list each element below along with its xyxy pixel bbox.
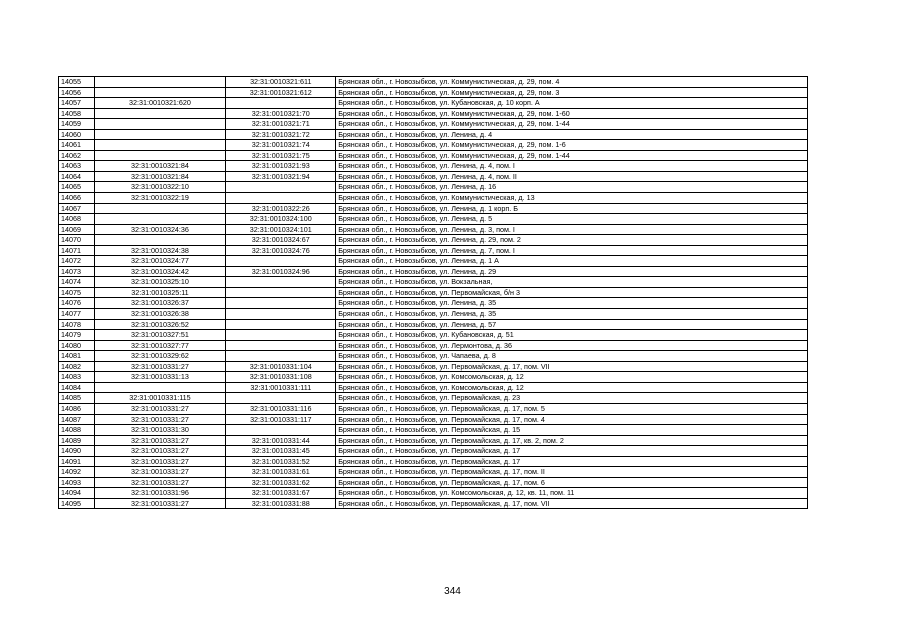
table-row — [59, 414, 808, 425]
table-row — [59, 498, 808, 509]
table-row — [59, 266, 808, 277]
address-cell: Брянская обл., г. Новозыбков, ул. Первомайская, д. 17 — [336, 446, 808, 457]
cadastral-number-cell — [94, 140, 226, 151]
registry-table-body — [59, 77, 808, 509]
table-row — [59, 382, 808, 393]
table-row — [59, 298, 808, 309]
table-row — [59, 161, 808, 172]
cadastral-number-cell: 32:31:0010331:30 — [94, 425, 226, 436]
object-cadastral-number-cell: 32:31:0010324:76 — [226, 245, 336, 256]
address-cell: Брянская обл., г. Новозыбков, ул. Ленина, д. 3, пом. I — [336, 224, 808, 235]
cadastral-number-cell: 32:31:0010331:27 — [94, 403, 226, 414]
object-cadastral-number-cell: 32:31:0010331:104 — [226, 361, 336, 372]
table-row — [59, 477, 808, 488]
table-row — [59, 119, 808, 130]
cadastral-number-cell: 32:31:0010331:13 — [94, 372, 226, 383]
object-cadastral-number-cell: 32:31:0010324:67 — [226, 235, 336, 246]
row-number-cell: 14088 — [59, 425, 95, 436]
table-row — [59, 235, 808, 246]
row-number-cell: 14066 — [59, 193, 95, 204]
cadastral-number-cell: 32:31:0010321:620 — [94, 98, 226, 109]
row-number-cell: 14059 — [59, 119, 95, 130]
row-number-cell: 14071 — [59, 245, 95, 256]
cadastral-number-cell: 32:31:0010321:84 — [94, 161, 226, 172]
row-number-cell: 14057 — [59, 98, 95, 109]
cadastral-number-cell: 32:31:0010331:27 — [94, 435, 226, 446]
table-row — [59, 224, 808, 235]
row-number-cell: 14091 — [59, 456, 95, 467]
cadastral-number-cell: 32:31:0010327:51 — [94, 330, 226, 341]
row-number-cell: 14055 — [59, 77, 95, 88]
address-cell: Брянская обл., г. Новозыбков, ул. Коммунистическая, д. 29, пом. 1-60 — [336, 108, 808, 119]
page-number: 344 — [444, 586, 461, 597]
address-cell: Брянская обл., г. Новозыбков, ул. Первомайская, д. 15 — [336, 425, 808, 436]
row-number-cell: 14070 — [59, 235, 95, 246]
address-cell: Брянская обл., г. Новозыбков, ул. Первомайская, д. 17, пом. VII — [336, 498, 808, 509]
object-cadastral-number-cell — [226, 425, 336, 436]
cadastral-number-cell: 32:31:0010326:52 — [94, 319, 226, 330]
row-number-cell: 14062 — [59, 150, 95, 161]
table-row — [59, 203, 808, 214]
row-number-cell: 14075 — [59, 287, 95, 298]
object-cadastral-number-cell — [226, 287, 336, 298]
row-number-cell: 14061 — [59, 140, 95, 151]
address-cell: Брянская обл., г. Новозыбков, ул. Ленина, д. 57 — [336, 319, 808, 330]
row-number-cell: 14069 — [59, 224, 95, 235]
cadastral-number-cell — [94, 77, 226, 88]
address-cell: Брянская обл., г. Новозыбков, ул. Первомайская, д. 17, пом. VII — [336, 361, 808, 372]
object-cadastral-number-cell: 32:31:0010331:61 — [226, 467, 336, 478]
table-row — [59, 456, 808, 467]
object-cadastral-number-cell — [226, 393, 336, 404]
row-number-cell: 14073 — [59, 266, 95, 277]
row-number-cell: 14089 — [59, 435, 95, 446]
address-cell: Брянская обл., г. Новозыбков, ул. Ленина, д. 35 — [336, 298, 808, 309]
object-cadastral-number-cell: 32:31:0010324:100 — [226, 214, 336, 225]
table-row — [59, 171, 808, 182]
row-number-cell: 14083 — [59, 372, 95, 383]
row-number-cell: 14060 — [59, 129, 95, 140]
address-cell: Брянская обл., г. Новозыбков, ул. Ленина, д. 1 корп. Б — [336, 203, 808, 214]
cadastral-number-cell: 32:31:0010324:77 — [94, 256, 226, 267]
cadastral-number-cell — [94, 150, 226, 161]
object-cadastral-number-cell: 32:31:0010321:72 — [226, 129, 336, 140]
object-cadastral-number-cell: 32:31:0010321:612 — [226, 87, 336, 98]
object-cadastral-number-cell — [226, 298, 336, 309]
table-row — [59, 425, 808, 436]
registry-table — [58, 76, 808, 509]
object-cadastral-number-cell: 32:31:0010321:74 — [226, 140, 336, 151]
address-cell: Брянская обл., г. Новозыбков, ул. Ленина, д. 4 — [336, 129, 808, 140]
object-cadastral-number-cell: 32:31:0010321:75 — [226, 150, 336, 161]
address-cell: Брянская обл., г. Новозыбков, ул. Коммунистическая, д. 29, пом. 1-44 — [336, 150, 808, 161]
table-row — [59, 87, 808, 98]
cadastral-number-cell — [94, 87, 226, 98]
cadastral-number-cell: 32:31:0010325:11 — [94, 287, 226, 298]
row-number-cell: 14065 — [59, 182, 95, 193]
object-cadastral-number-cell — [226, 330, 336, 341]
cadastral-number-cell: 32:31:0010331:27 — [94, 446, 226, 457]
object-cadastral-number-cell: 32:31:0010331:111 — [226, 382, 336, 393]
object-cadastral-number-cell: 32:31:0010331:44 — [226, 435, 336, 446]
object-cadastral-number-cell: 32:31:0010331:108 — [226, 372, 336, 383]
object-cadastral-number-cell: 32:31:0010331:45 — [226, 446, 336, 457]
address-cell: Брянская обл., г. Новозыбков, ул. Первомайская, д. 17, пом. II — [336, 467, 808, 478]
object-cadastral-number-cell: 32:31:0010331:52 — [226, 456, 336, 467]
table-row — [59, 372, 808, 383]
address-cell: Брянская обл., г. Новозыбков, ул. Первомайская, д. 17 — [336, 456, 808, 467]
row-number-cell: 14079 — [59, 330, 95, 341]
row-number-cell: 14084 — [59, 382, 95, 393]
cadastral-number-cell: 32:31:0010331:27 — [94, 414, 226, 425]
cadastral-number-cell: 32:31:0010331:27 — [94, 477, 226, 488]
row-number-cell: 14076 — [59, 298, 95, 309]
object-cadastral-number-cell — [226, 182, 336, 193]
table-row — [59, 361, 808, 372]
row-number-cell: 14077 — [59, 309, 95, 320]
table-row — [59, 98, 808, 109]
object-cadastral-number-cell: 32:31:0010321:93 — [226, 161, 336, 172]
address-cell: Брянская обл., г. Новозыбков, ул. Чапаева, д. 8 — [336, 351, 808, 362]
table-row — [59, 393, 808, 404]
address-cell: Брянская обл., г. Новозыбков, ул. Ленина, д. 4, пом. II — [336, 171, 808, 182]
address-cell: Брянская обл., г. Новозыбков, ул. Первомайская, д. 23 — [336, 393, 808, 404]
cadastral-number-cell: 32:31:0010322:19 — [94, 193, 226, 204]
address-cell: Брянская обл., г. Новозыбков, ул. Первомайская, д. 17, пом. 5 — [336, 403, 808, 414]
address-cell: Брянская обл., г. Новозыбков, ул. Первомайская, д. 17, пом. 6 — [336, 477, 808, 488]
table-row — [59, 467, 808, 478]
cadastral-number-cell: 32:31:0010327:77 — [94, 340, 226, 351]
address-cell: Брянская обл., г. Новозыбков, ул. Ленина, д. 4, пом. I — [336, 161, 808, 172]
address-cell: Брянская обл., г. Новозыбков, ул. Ленина, д. 1 А — [336, 256, 808, 267]
address-cell: Брянская обл., г. Новозыбков, ул. Первомайская, д. 17, кв. 2, пом. 2 — [336, 435, 808, 446]
cadastral-number-cell: 32:31:0010326:38 — [94, 309, 226, 320]
address-cell: Брянская обл., г. Новозыбков, ул. Коммунистическая, д. 13 — [336, 193, 808, 204]
address-cell: Брянская обл., г. Новозыбков, ул. Ленина, д. 29, пом. 2 — [336, 235, 808, 246]
cadastral-number-cell — [94, 129, 226, 140]
address-cell: Брянская обл., г. Новозыбков, ул. Ленина, д. 29 — [336, 266, 808, 277]
row-number-cell: 14085 — [59, 393, 95, 404]
object-cadastral-number-cell: 32:31:0010331:88 — [226, 498, 336, 509]
cadastral-number-cell: 32:31:0010322:10 — [94, 182, 226, 193]
row-number-cell: 14058 — [59, 108, 95, 119]
cadastral-number-cell: 32:31:0010331:115 — [94, 393, 226, 404]
cadastral-number-cell: 32:31:0010331:96 — [94, 488, 226, 499]
cadastral-number-cell — [94, 108, 226, 119]
address-cell: Брянская обл., г. Новозыбков, ул. Ленина, д. 35 — [336, 309, 808, 320]
cadastral-number-cell: 32:31:0010331:27 — [94, 467, 226, 478]
object-cadastral-number-cell: 32:31:0010331:117 — [226, 414, 336, 425]
table-row — [59, 309, 808, 320]
object-cadastral-number-cell: 32:31:0010321:611 — [226, 77, 336, 88]
table-row — [59, 129, 808, 140]
table-row — [59, 287, 808, 298]
object-cadastral-number-cell — [226, 309, 336, 320]
address-cell: Брянская обл., г. Новозыбков, ул. Комсомольская, д. 12 — [336, 372, 808, 383]
object-cadastral-number-cell: 32:31:0010324:96 — [226, 266, 336, 277]
row-number-cell: 14082 — [59, 361, 95, 372]
object-cadastral-number-cell: 32:31:0010321:70 — [226, 108, 336, 119]
address-cell: Брянская обл., г. Новозыбков, ул. Первомайская, д. 17, пом. 4 — [336, 414, 808, 425]
object-cadastral-number-cell — [226, 351, 336, 362]
address-cell: Брянская обл., г. Новозыбков, ул. Коммунистическая, д. 29, пом. 3 — [336, 87, 808, 98]
row-number-cell: 14090 — [59, 446, 95, 457]
address-cell: Брянская обл., г. Новозыбков, ул. Комсомольская, д. 12, кв. 11, пом. 11 — [336, 488, 808, 499]
cadastral-number-cell — [94, 235, 226, 246]
object-cadastral-number-cell — [226, 193, 336, 204]
address-cell: Брянская обл., г. Новозыбков, ул. Ленина, д. 5 — [336, 214, 808, 225]
row-number-cell: 14056 — [59, 87, 95, 98]
address-cell: Брянская обл., г. Новозыбков, ул. Ленина, д. 7, пом. I — [336, 245, 808, 256]
table-row — [59, 319, 808, 330]
row-number-cell: 14095 — [59, 498, 95, 509]
table-row — [59, 351, 808, 362]
cadastral-number-cell — [94, 203, 226, 214]
row-number-cell: 14080 — [59, 340, 95, 351]
address-cell: Брянская обл., г. Новозыбков, ул. Вокзальная, — [336, 277, 808, 288]
address-cell: Брянская обл., г. Новозыбков, ул. Коммунистическая, д. 29, пом. 4 — [336, 77, 808, 88]
cadastral-number-cell: 32:31:0010324:42 — [94, 266, 226, 277]
cadastral-number-cell: 32:31:0010324:36 — [94, 224, 226, 235]
object-cadastral-number-cell: 32:31:0010322:26 — [226, 203, 336, 214]
row-number-cell: 14094 — [59, 488, 95, 499]
object-cadastral-number-cell: 32:31:0010331:67 — [226, 488, 336, 499]
row-number-cell: 14074 — [59, 277, 95, 288]
cadastral-number-cell: 32:31:0010331:27 — [94, 456, 226, 467]
cadastral-number-cell: 32:31:0010326:37 — [94, 298, 226, 309]
cadastral-number-cell — [94, 214, 226, 225]
row-number-cell: 14064 — [59, 171, 95, 182]
table-row — [59, 245, 808, 256]
cadastral-number-cell: 32:31:0010331:27 — [94, 498, 226, 509]
row-number-cell: 14081 — [59, 351, 95, 362]
object-cadastral-number-cell: 32:31:0010331:116 — [226, 403, 336, 414]
table-row — [59, 150, 808, 161]
object-cadastral-number-cell — [226, 277, 336, 288]
address-cell: Брянская обл., г. Новозыбков, ул. Коммунистическая, д. 29, пом. 1-44 — [336, 119, 808, 130]
table-row — [59, 488, 808, 499]
table-row — [59, 446, 808, 457]
table-row — [59, 140, 808, 151]
row-number-cell: 14067 — [59, 203, 95, 214]
object-cadastral-number-cell — [226, 256, 336, 267]
table-row — [59, 277, 808, 288]
table-row — [59, 435, 808, 446]
row-number-cell: 14063 — [59, 161, 95, 172]
table-row — [59, 77, 808, 88]
address-cell: Брянская обл., г. Новозыбков, ул. Комсомольская, д. 12 — [336, 382, 808, 393]
row-number-cell: 14087 — [59, 414, 95, 425]
cadastral-number-cell: 32:31:0010324:38 — [94, 245, 226, 256]
address-cell: Брянская обл., г. Новозыбков, ул. Кубановская, д. 10 корп. А — [336, 98, 808, 109]
row-number-cell: 14092 — [59, 467, 95, 478]
cadastral-number-cell: 32:31:0010329:62 — [94, 351, 226, 362]
table-row — [59, 108, 808, 119]
table-row — [59, 340, 808, 351]
cadastral-number-cell: 32:31:0010321:84 — [94, 171, 226, 182]
table-row — [59, 403, 808, 414]
row-number-cell: 14093 — [59, 477, 95, 488]
address-cell: Брянская обл., г. Новозыбков, ул. Коммунистическая, д. 29, пом. 1-6 — [336, 140, 808, 151]
address-cell: Брянская обл., г. Новозыбков, ул. Кубановская, д. 51 — [336, 330, 808, 341]
table-row — [59, 330, 808, 341]
object-cadastral-number-cell — [226, 319, 336, 330]
row-number-cell: 14086 — [59, 403, 95, 414]
object-cadastral-number-cell: 32:31:0010321:71 — [226, 119, 336, 130]
address-cell: Брянская обл., г. Новозыбков, ул. Ленина, д. 16 — [336, 182, 808, 193]
cadastral-number-cell — [94, 382, 226, 393]
object-cadastral-number-cell — [226, 340, 336, 351]
object-cadastral-number-cell: 32:31:0010324:101 — [226, 224, 336, 235]
object-cadastral-number-cell: 32:31:0010321:94 — [226, 171, 336, 182]
cadastral-number-cell — [94, 119, 226, 130]
object-cadastral-number-cell — [226, 98, 336, 109]
cadastral-number-cell: 32:31:0010325:10 — [94, 277, 226, 288]
object-cadastral-number-cell: 32:31:0010331:62 — [226, 477, 336, 488]
address-cell: Брянская обл., г. Новозыбков, ул. Лермонтова, д. 36 — [336, 340, 808, 351]
table-row — [59, 193, 808, 204]
table-row — [59, 214, 808, 225]
table-row — [59, 182, 808, 193]
row-number-cell: 14078 — [59, 319, 95, 330]
cadastral-number-cell: 32:31:0010331:27 — [94, 361, 226, 372]
row-number-cell: 14072 — [59, 256, 95, 267]
row-number-cell: 14068 — [59, 214, 95, 225]
address-cell: Брянская обл., г. Новозыбков, ул. Первомайская, б/н 3 — [336, 287, 808, 298]
table-row — [59, 256, 808, 267]
